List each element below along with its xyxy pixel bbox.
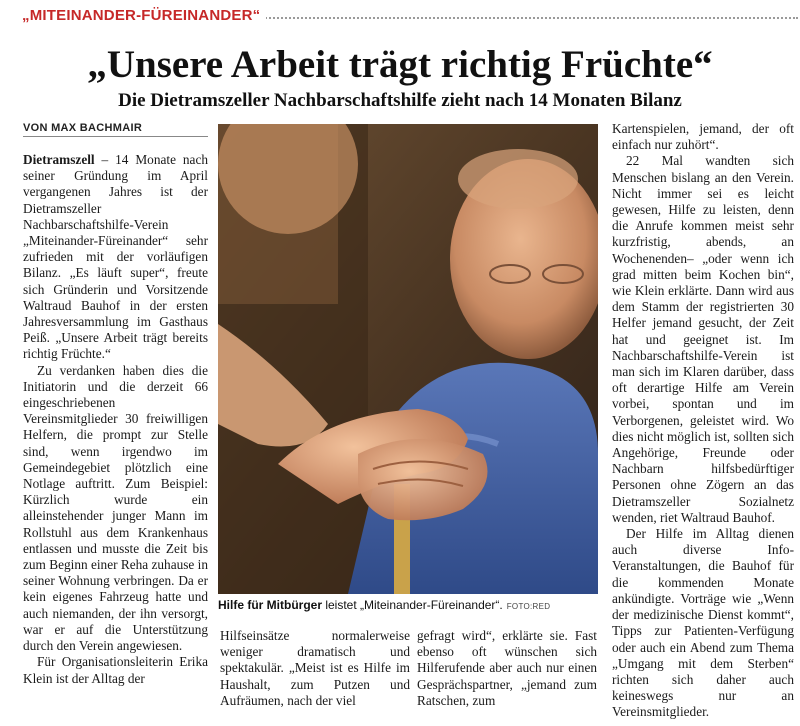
article-column-1 — [23, 152, 208, 687]
byline: VON MAX BACHMAIR — [23, 122, 208, 137]
paragraph-5: Der Hilfe im Alltag dienen auch diverse Info-Veranstaltungen, die Bauhof für die kommenden Monate ankündigte. Vorträge wie „Wenn der medizinische Dienst kommt“, Tipps zur Patienten-Verfügung oder auch ein Abend zum Thema „Umgang mit dem Sterben“ richten sich daher auch keineswegs nur an Vereinsmitglieder. — [612, 526, 794, 720]
dateline-place: Dietramszell — [23, 152, 95, 167]
paragraph-3-continued-3: Kartenspielen, jemand, der oft einfach nur zuhört“. — [612, 121, 794, 153]
article-photo — [218, 124, 598, 594]
photo-caption — [218, 598, 598, 612]
subheadline: Die Dietramszeller Nachbarschaftshilfe zieht nach 14 Monaten Bilanz — [118, 90, 682, 111]
paragraph-1-text: – 14 Monate nach seiner Gründung im April vergangenen Jahres ist der Dietramszeller Nachbarschaftshilfe-Verein „Miteinander-Füreinander“ sehr zufrieden mit der vorläufigen Bilanz. „Es läuft super“, freute sich Gründerin und Vorsitzende Waltraud Bauhof in der ersten Jahresversammlung im Gasthaus Peiß. „Unsere Arbeit trägt bereits richtig Früchte.“ — [23, 152, 208, 362]
paragraph-1 — [23, 152, 208, 363]
caption-bold: Hilfe für Mitbürger — [218, 598, 322, 612]
headline: „Unsere Arbeit trägt richtig Früchte“ — [87, 43, 713, 86]
article-column-2 — [220, 628, 410, 709]
paragraph-3-continued: Hilfseinsätze normalerweise weniger dramatisch und spektakulär. „Meist ist es Hilfe im Haushalt, zum Putzen und Aufräumen, nach der viel — [220, 628, 410, 708]
caption-text: leistet „Miteinander-Füreinander“. — [322, 598, 503, 612]
paragraph-3: Für Organisationsleiterin Erika Klein ist der Alltag der — [23, 654, 208, 686]
photo-credit: FOTO:RED — [506, 602, 551, 611]
paragraph-2: Zu verdanken haben dies die Initiatorin und die derzeit 66 eingeschriebenen Vereinsmitglieder 30 freiwilligen Helfern, die prompt zur Stelle sind, wenn irgendwo im Gemeindegebiet plötzlich eine Notlage auftritt. Zum Beispiel: Kürzlich wurde ein alleinstehender junger Mann im Rollstuhl aus dem Krankenhaus entlassen und musste die Zeit bis zum Beginn einer Reha zuhause in seiner Wohnung verbringen. Da er kein eigenes Fahrzeug hatte und auch niemanden, der ihn versorgt, war er auf die Unterstützung durch den Verein angewiesen. — [23, 362, 208, 654]
paragraph-4: 22 Mal wandten sich Menschen bislang an den Verein. Nicht immer sei es leicht gewesen, Hilfe zu leisten, denn die Anrufe kommen meist sehr kurzfristig, abends, an Wochenenden– „oder wenn ich grad mitten beim Kochen bin“, wie Klein erklärte. Dann wird aus dem Stamm der registrierten 30 Helfer jemand gesucht, der Zeit hat und geeignet ist. Im Nachbarschaftshilfe-Verein ist man sich im Klaren darüber, dass oft derartige Hilfe am Verein vorbei, spontan und im Verborgenen, geleistet wird. Wo dies nicht möglich ist, sollten sich Angehörige, Freunde oder Nachbarn hilfsbedürftiger Personen ohne Zögern an das Dietramszeller Sozialnetz wenden, riet Waltraud Bauhof. — [612, 153, 794, 525]
photo-elderly-hands-icon — [218, 124, 598, 594]
kicker-row — [22, 7, 798, 29]
article-column-4 — [612, 121, 794, 721]
kicker: „MITEINANDER-FÜREINANDER“ — [22, 7, 266, 24]
article-column-3 — [417, 628, 597, 709]
paragraph-3-continued-2: gefragt wird“, erklärte sie. Fast ebenso oft wünschen sich Hilferufende aber auch nur einen Gesprächspartner, „jemand zum Ratschen, zum — [417, 628, 597, 708]
